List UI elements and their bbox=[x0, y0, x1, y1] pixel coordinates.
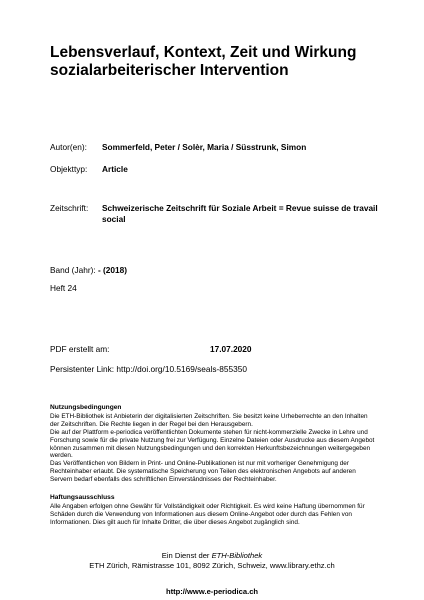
document-title: Lebensverlauf, Kontext, Zeit und Wirkung sozialarbeiterischer Intervention bbox=[50, 44, 357, 79]
footer-address: ETH Zürich, Rämistrasse 101, 8092 Zürich, Schweiz, www.library.ethz.ch bbox=[89, 561, 335, 570]
terms-paragraph-2: Die auf der Plattform e-periodica veröffentlichten Dokumente stehen für nicht-kommerzielle Zwecke in Lehre und Forschung sowie für die private Nutzung frei zur Verfügung. Einzelne Dateien oder Ausdrucke aus diesem Angebot können zusammen mit diesen Nutzungsbedingungen und den korrekten Herkunftsbezeichnungen weitergegeben werden. bbox=[50, 428, 375, 460]
volume-label: Band (Jahr): bbox=[50, 265, 96, 275]
pdf-created-row bbox=[50, 344, 350, 355]
type-label: Objekttyp: bbox=[50, 164, 88, 174]
pdf-created-label: PDF erstellt am: bbox=[50, 344, 110, 354]
footer-service-line bbox=[0, 551, 424, 561]
issue: Heft 24 bbox=[50, 283, 77, 293]
journal-label: Zeitschrift: bbox=[50, 203, 89, 213]
terms-of-use bbox=[50, 404, 376, 484]
volume-row bbox=[50, 265, 127, 276]
footer-library-name: ETH-Bibliothek bbox=[211, 551, 263, 560]
footer-service bbox=[0, 551, 424, 571]
footer-service-prefix: Ein Dienst der bbox=[161, 551, 210, 560]
persistent-link[interactable]: Persistenter Link: http://doi.org/10.5169/seals-855350 bbox=[50, 364, 247, 374]
type-value: Article bbox=[102, 164, 128, 174]
footer-url-link[interactable]: http://www.e-periodica.ch bbox=[165, 587, 259, 596]
author-value: Sommerfeld, Peter / Solèr, Maria / Süsstrunk, Simon bbox=[102, 142, 307, 152]
liability-text: Alle Angaben erfolgen ohne Gewähr für Vollständigkeit oder Richtigkeit. Es wird keine Haftung übernommen für Schäden durch die Verwendung von Informationen aus diesem Online-Angebot oder durch das Fehlen von Informationen. Dies gilt auch für Inhalte Dritter, die über dieses Angebot zugänglich sind. bbox=[50, 502, 365, 526]
terms-paragraph-3: Das Veröffentlichen von Bildern in Print- und Online-Publikationen ist nur mit vorheriger Genehmigung der Rechteinhaber erlaubt. Die systematische Speicherung von Teilen des elektronischen Angebots auf anderen Servern bedarf ebenfalls des schriftlichen Einverständnisses der Rechteinhaber. bbox=[50, 460, 356, 484]
liability-heading: Haftungsausschluss bbox=[50, 494, 115, 501]
pdf-created-date: 17.07.2020 bbox=[210, 344, 252, 354]
volume-value: - (2018) bbox=[97, 265, 128, 275]
terms-heading: Nutzungsbedingungen bbox=[50, 404, 122, 411]
terms-paragraph-1: Die ETH-Bibliothek ist Anbieterin der digitalisierten Zeitschriften. Sie besitzt keine Urheberrechte an den Inhalten der Zeitschriften. Die Rechte liegen in der Regel bei den Herausgebern. bbox=[50, 412, 368, 428]
liability-disclaimer bbox=[50, 494, 376, 527]
author-label: Autor(en): bbox=[50, 142, 87, 152]
journal-value: Schweizerische Zeitschrift für Soziale Arbeit = Revue suisse de travail social bbox=[102, 203, 378, 224]
